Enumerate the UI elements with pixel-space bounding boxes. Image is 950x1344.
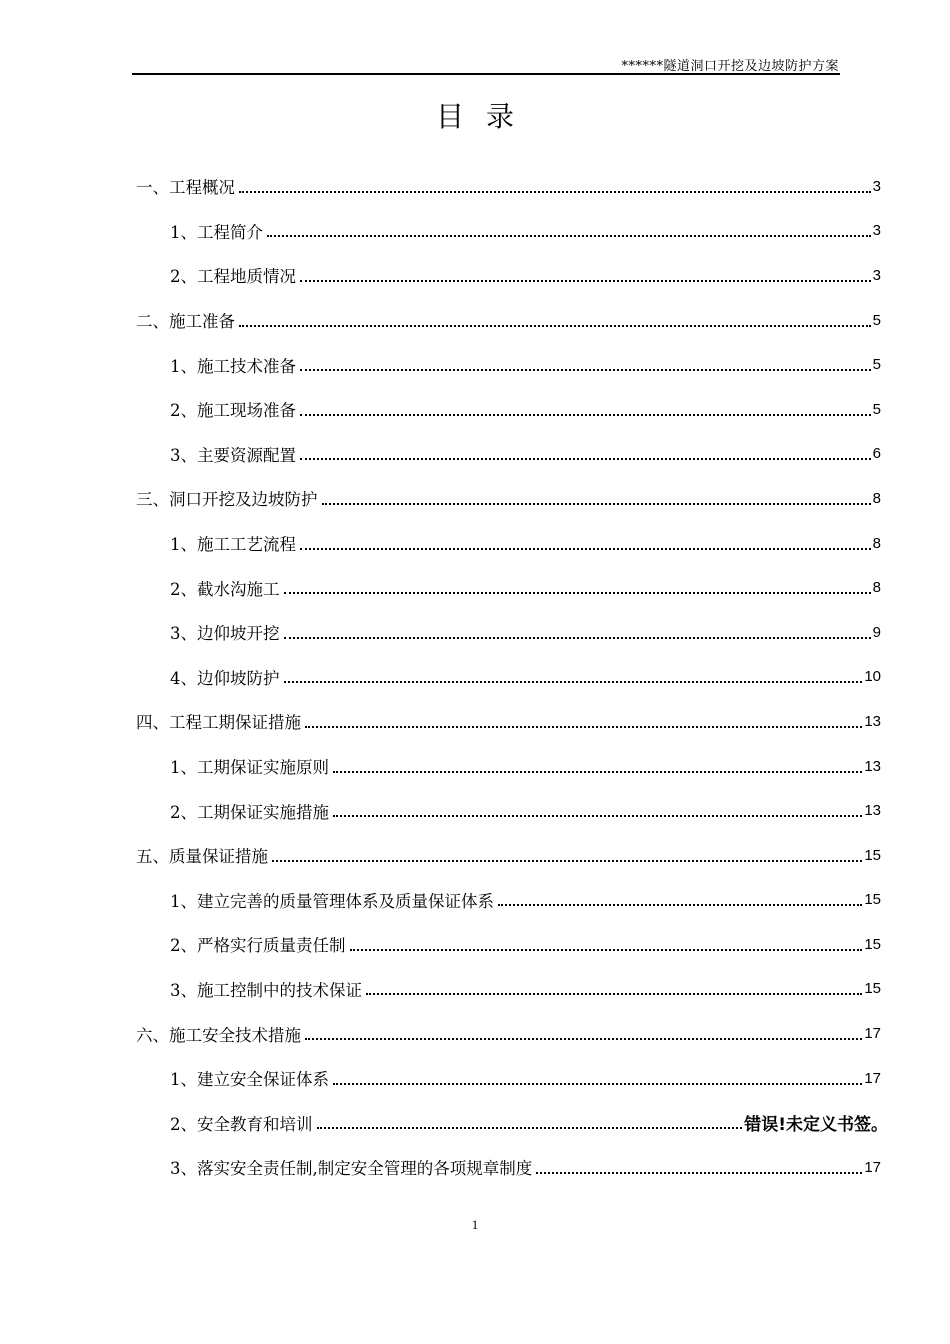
toc-dot-leader [536, 1171, 862, 1174]
toc-entry-page-number: 17 [864, 1069, 881, 1087]
toc-entry[interactable] [0, 610, 950, 655]
toc-entry-title: 五、质量保证措施 [136, 847, 268, 867]
toc-dot-leader [317, 1126, 743, 1129]
toc-entry-page-number: 15 [864, 980, 881, 998]
toc-entry-page-number: 13 [864, 757, 881, 775]
toc-entry-page-number: 17 [864, 1158, 881, 1176]
toc-entry-title: 1、施工工艺流程 [170, 535, 296, 555]
toc-entry-title: 一、工程概况 [136, 178, 235, 198]
toc-entry-title: 2、截水沟施工 [170, 579, 280, 599]
toc-entry-title: 1、建立完善的质量管理体系及质量保证体系 [170, 891, 494, 911]
toc-dot-leader [300, 547, 871, 550]
toc-entry-page-number: 13 [864, 712, 881, 730]
toc-entry-page-number: 错误!未定义书签。 [744, 1115, 888, 1136]
toc-dot-leader [333, 1082, 862, 1085]
toc-entry[interactable] [0, 699, 950, 744]
toc-dot-leader [284, 636, 871, 639]
toc-entry-page-number: 15 [864, 891, 881, 909]
toc-dot-leader [239, 190, 871, 193]
toc-entry[interactable] [0, 432, 950, 477]
toc-entry[interactable] [0, 655, 950, 700]
toc-entry[interactable] [0, 967, 950, 1012]
toc-entry-title: 3、施工控制中的技术保证 [170, 980, 362, 1000]
toc-dot-leader [239, 324, 871, 327]
toc-entry[interactable] [0, 209, 950, 254]
toc-entry-title: 4、边仰坡防护 [170, 668, 280, 688]
table-of-contents [0, 164, 950, 1190]
toc-entry[interactable] [0, 922, 950, 967]
toc-entry[interactable] [0, 788, 950, 833]
toc-dot-leader [333, 814, 862, 817]
toc-entry-page-number: 17 [864, 1025, 881, 1043]
toc-entry[interactable] [0, 298, 950, 343]
toc-dot-leader [300, 279, 871, 282]
toc-entry-page-number: 10 [864, 668, 881, 686]
toc-entry-page-number: 8 [872, 489, 881, 507]
toc-dot-leader [498, 903, 862, 906]
toc-entry-title: 1、施工技术准备 [170, 356, 296, 376]
toc-dot-leader [284, 680, 863, 683]
toc-entry-title: 3、落实安全责任制,制定安全管理的各项规章制度 [170, 1159, 533, 1179]
toc-entry[interactable] [0, 744, 950, 789]
toc-entry-page-number: 15 [864, 935, 881, 953]
toc-dot-leader [284, 591, 871, 594]
page-title: 目录 [435, 100, 536, 133]
toc-entry[interactable] [0, 476, 950, 521]
toc-dot-leader [305, 1037, 862, 1040]
toc-entry[interactable] [0, 1056, 950, 1101]
toc-entry-page-number: 15 [864, 846, 881, 864]
toc-dot-leader [322, 502, 871, 505]
toc-entry-title: 2、安全教育和培训 [170, 1114, 313, 1134]
toc-entry[interactable] [0, 565, 950, 610]
toc-entry-title: 1、建立安全保证体系 [170, 1070, 329, 1090]
toc-entry-title: 2、工期保证实施措施 [170, 802, 329, 822]
toc-entry[interactable] [0, 342, 950, 387]
toc-entry[interactable] [0, 1100, 950, 1145]
toc-entry-title: 2、施工现场准备 [170, 401, 296, 421]
toc-entry[interactable] [0, 164, 950, 209]
toc-entry-page-number: 8 [872, 579, 881, 597]
toc-entry[interactable] [0, 1011, 950, 1056]
toc-entry-title: 六、施工安全技术措施 [136, 1025, 301, 1045]
toc-dot-leader [305, 725, 862, 728]
toc-entry-page-number: 3 [872, 266, 881, 284]
toc-entry[interactable] [0, 387, 950, 432]
toc-entry-title: 1、工程简介 [170, 222, 263, 242]
toc-entry-title: 四、工程工期保证措施 [136, 713, 301, 733]
toc-dot-leader [300, 368, 871, 371]
toc-entry-page-number: 9 [872, 623, 881, 641]
toc-entry-page-number: 5 [872, 400, 881, 418]
toc-entry[interactable] [0, 878, 950, 923]
toc-dot-leader [267, 234, 871, 237]
toc-dot-leader [300, 413, 871, 416]
header-rule [132, 73, 840, 75]
toc-entry-page-number: 5 [872, 356, 881, 374]
toc-dot-leader [350, 948, 863, 951]
toc-entry-title: 2、严格实行质量责任制 [170, 936, 346, 956]
running-header: ******隧道洞口开挖及边坡防护方案 [621, 59, 839, 74]
toc-entry-title: 二、施工准备 [136, 312, 235, 332]
toc-dot-leader [300, 457, 871, 460]
toc-entry[interactable] [0, 521, 950, 566]
toc-entry[interactable] [0, 253, 950, 298]
toc-entry-title: 1、工期保证实施原则 [170, 758, 329, 778]
toc-entry-title: 三、洞口开挖及边坡防护 [136, 490, 318, 510]
toc-entry-title: 3、边仰坡开挖 [170, 624, 280, 644]
toc-entry-title: 3、主要资源配置 [170, 445, 296, 465]
toc-entry-title: 2、工程地质情况 [170, 267, 296, 287]
toc-entry[interactable] [0, 1145, 950, 1190]
toc-entry-page-number: 3 [872, 222, 881, 240]
toc-entry-page-number: 3 [872, 177, 881, 195]
toc-entry-page-number: 8 [872, 534, 881, 552]
toc-dot-leader [333, 770, 862, 773]
toc-dot-leader [272, 859, 862, 862]
page-number: 1 [471, 1217, 479, 1232]
toc-entry-page-number: 6 [872, 445, 881, 463]
toc-entry-page-number: 13 [864, 802, 881, 820]
toc-entry-page-number: 5 [872, 311, 881, 329]
toc-entry[interactable] [0, 833, 950, 878]
toc-dot-leader [366, 992, 862, 995]
